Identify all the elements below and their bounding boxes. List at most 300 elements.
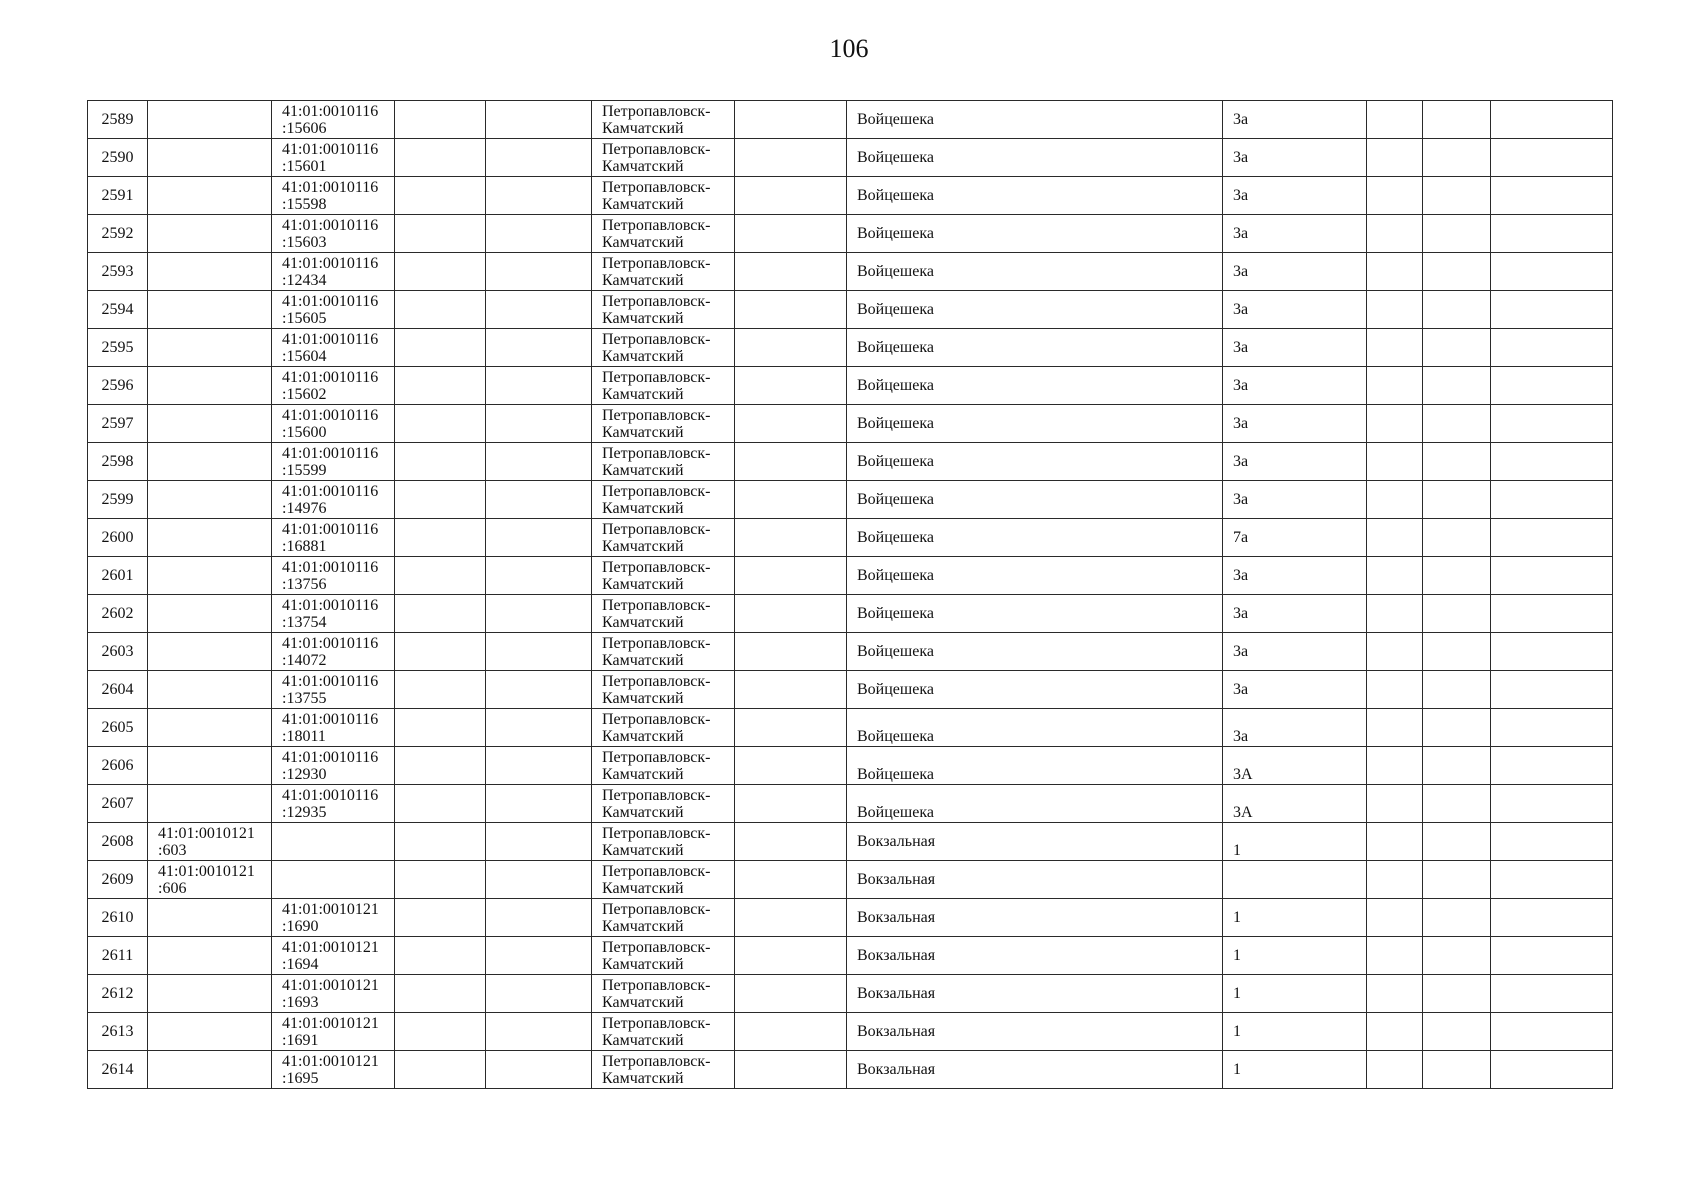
record-number-cell: 2595 <box>88 329 148 367</box>
empty-cell <box>1491 1051 1613 1089</box>
cadastral-number-cell <box>272 975 395 1013</box>
house-number-cell: 3а <box>1223 443 1367 481</box>
cadastral-number-cell <box>148 367 272 405</box>
settlement-cell <box>592 519 735 557</box>
cell-line: :603 <box>158 841 187 859</box>
street-cell: Вокзальная <box>847 975 1223 1013</box>
record-number-cell: 2613 <box>88 1013 148 1051</box>
empty-cell <box>486 785 592 823</box>
cadastral-number-cell <box>272 443 395 481</box>
street-cell: Войцешека <box>847 481 1223 519</box>
cell-line: Камчатский <box>602 271 684 289</box>
empty-cell <box>735 481 847 519</box>
empty-cell <box>735 899 847 937</box>
empty-cell <box>1491 215 1613 253</box>
empty-cell <box>1367 937 1423 975</box>
cell-line: Камчатский <box>602 1069 684 1087</box>
empty-cell <box>395 101 486 139</box>
cell-line: Камчатский <box>602 233 684 251</box>
table-row <box>88 595 1613 633</box>
empty-cell <box>735 177 847 215</box>
cell-line: Петропавловск- <box>602 102 711 120</box>
settlement-cell <box>592 899 735 937</box>
record-number-cell: 2594 <box>88 291 148 329</box>
street-cell: Войцешека <box>847 519 1223 557</box>
cell-line: :14976 <box>282 499 327 517</box>
cell-line: Камчатский <box>602 309 684 327</box>
empty-cell <box>1367 861 1423 899</box>
empty-cell <box>735 785 847 823</box>
cadastral-number-cell <box>148 823 272 861</box>
cadastral-number-cell <box>272 1051 395 1089</box>
cell-line: :16881 <box>282 537 327 555</box>
house-number-cell: 3а <box>1223 291 1367 329</box>
cell-line: Петропавловск- <box>602 444 711 462</box>
cell-line: Петропавловск- <box>602 824 711 842</box>
cadastral-number-cell <box>148 101 272 139</box>
empty-cell <box>486 823 592 861</box>
record-number-cell: 2590 <box>88 139 148 177</box>
empty-cell <box>1491 557 1613 595</box>
empty-cell <box>1423 519 1491 557</box>
empty-cell <box>1491 519 1613 557</box>
cell-line: Петропавловск- <box>602 748 711 766</box>
cell-line: :15598 <box>282 195 327 213</box>
street-cell: Войцешека <box>847 101 1223 139</box>
empty-cell <box>1491 633 1613 671</box>
settlement-cell <box>592 747 735 785</box>
cell-line: :15602 <box>282 385 327 403</box>
house-number-cell <box>1223 861 1367 899</box>
empty-cell <box>735 861 847 899</box>
empty-cell <box>486 519 592 557</box>
empty-cell <box>1423 291 1491 329</box>
cell-line: :1694 <box>282 955 319 973</box>
cell-line: Петропавловск- <box>602 596 711 614</box>
table-row <box>88 785 1613 823</box>
cell-line: 41:01:0010116 <box>282 178 379 196</box>
record-number-cell: 2611 <box>88 937 148 975</box>
empty-cell <box>1491 481 1613 519</box>
empty-cell <box>1491 291 1613 329</box>
cadastral-number-cell <box>272 861 395 899</box>
empty-cell <box>735 329 847 367</box>
empty-cell <box>735 937 847 975</box>
cadastral-number-cell <box>148 291 272 329</box>
table-row <box>88 633 1613 671</box>
cadastral-number-cell <box>272 747 395 785</box>
empty-cell <box>1367 329 1423 367</box>
cell-line: :15599 <box>282 461 327 479</box>
empty-cell <box>1423 1013 1491 1051</box>
empty-cell <box>486 291 592 329</box>
settlement-cell <box>592 405 735 443</box>
cadastral-number-cell <box>272 177 395 215</box>
house-number-cell: 3а <box>1223 557 1367 595</box>
table-row <box>88 253 1613 291</box>
cadastral-number-cell <box>272 519 395 557</box>
cadastral-number-cell <box>148 709 272 747</box>
empty-cell <box>1367 671 1423 709</box>
empty-cell <box>735 1013 847 1051</box>
table-row <box>88 215 1613 253</box>
house-number-cell: 3а <box>1223 709 1367 747</box>
empty-cell <box>1423 101 1491 139</box>
cadastral-number-cell <box>148 481 272 519</box>
empty-cell <box>1423 177 1491 215</box>
street-cell: Войцешека <box>847 177 1223 215</box>
empty-cell <box>486 253 592 291</box>
record-number-cell: 2609 <box>88 861 148 899</box>
empty-cell <box>1367 747 1423 785</box>
cell-line: Петропавловск- <box>602 862 711 880</box>
empty-cell <box>735 1051 847 1089</box>
empty-cell <box>395 937 486 975</box>
cadastral-number-cell <box>272 253 395 291</box>
empty-cell <box>1367 101 1423 139</box>
cell-line: 41:01:0010116 <box>282 140 379 158</box>
empty-cell <box>395 633 486 671</box>
empty-cell <box>735 975 847 1013</box>
cell-line: Камчатский <box>602 993 684 1011</box>
street-cell: Войцешека <box>847 139 1223 177</box>
empty-cell <box>486 671 592 709</box>
cell-line: Камчатский <box>602 955 684 973</box>
street-cell: Войцешека <box>847 367 1223 405</box>
empty-cell <box>1423 1051 1491 1089</box>
empty-cell <box>1423 937 1491 975</box>
cadastral-number-cell <box>272 215 395 253</box>
empty-cell <box>1423 595 1491 633</box>
settlement-cell <box>592 291 735 329</box>
empty-cell <box>735 443 847 481</box>
house-number-cell: 3А <box>1223 747 1367 785</box>
cell-line: 41:01:0010116 <box>282 330 379 348</box>
empty-cell <box>486 633 592 671</box>
table-row <box>88 139 1613 177</box>
street-cell: Вокзальная <box>847 861 1223 899</box>
street-cell: Войцешека <box>847 443 1223 481</box>
settlement-cell <box>592 1013 735 1051</box>
empty-cell <box>1423 405 1491 443</box>
settlement-cell <box>592 215 735 253</box>
table-row <box>88 899 1613 937</box>
table-row <box>88 291 1613 329</box>
empty-cell <box>1423 747 1491 785</box>
empty-cell <box>395 481 486 519</box>
cell-line: Камчатский <box>602 765 684 783</box>
empty-cell <box>1491 177 1613 215</box>
house-number-cell: 1 <box>1223 823 1367 861</box>
empty-cell <box>486 557 592 595</box>
cadastral-number-cell <box>148 1051 272 1089</box>
empty-cell <box>486 443 592 481</box>
record-number-cell: 2592 <box>88 215 148 253</box>
empty-cell <box>1491 937 1613 975</box>
cell-line: Камчатский <box>602 499 684 517</box>
cell-line: Камчатский <box>602 917 684 935</box>
cadastral-number-cell <box>148 899 272 937</box>
empty-cell <box>1367 1051 1423 1089</box>
cadastral-number-cell <box>148 177 272 215</box>
house-number-cell: 3а <box>1223 405 1367 443</box>
empty-cell <box>1367 481 1423 519</box>
empty-cell <box>486 861 592 899</box>
empty-cell <box>395 861 486 899</box>
empty-cell <box>1491 671 1613 709</box>
empty-cell <box>735 519 847 557</box>
cadastral-number-cell <box>272 405 395 443</box>
empty-cell <box>1491 139 1613 177</box>
settlement-cell <box>592 177 735 215</box>
cadastral-number-cell <box>272 671 395 709</box>
empty-cell <box>486 405 592 443</box>
empty-cell <box>1423 975 1491 1013</box>
house-number-cell: 3а <box>1223 215 1367 253</box>
cadastral-number-cell <box>272 367 395 405</box>
cell-line: :14072 <box>282 651 327 669</box>
street-cell: Войцешека <box>847 405 1223 443</box>
cell-line: 41:01:0010121 <box>158 824 255 842</box>
cell-line: Камчатский <box>602 347 684 365</box>
record-number-cell: 2605 <box>88 709 148 747</box>
empty-cell <box>1491 595 1613 633</box>
cell-line: Камчатский <box>602 803 684 821</box>
cadastral-number-cell <box>148 557 272 595</box>
cadastral-number-cell <box>272 937 395 975</box>
record-number-cell: 2598 <box>88 443 148 481</box>
empty-cell <box>1423 481 1491 519</box>
house-number-cell: 3а <box>1223 633 1367 671</box>
cell-line: Петропавловск- <box>602 786 711 804</box>
empty-cell <box>486 899 592 937</box>
record-number-cell: 2589 <box>88 101 148 139</box>
empty-cell <box>1367 177 1423 215</box>
empty-cell <box>735 405 847 443</box>
cadastral-number-cell <box>272 291 395 329</box>
empty-cell <box>395 747 486 785</box>
empty-cell <box>1423 709 1491 747</box>
cell-line: 41:01:0010116 <box>282 672 379 690</box>
house-number-cell: 3А <box>1223 785 1367 823</box>
settlement-cell <box>592 709 735 747</box>
empty-cell <box>1423 139 1491 177</box>
cell-line: 41:01:0010121 <box>282 938 379 956</box>
cell-line: :13756 <box>282 575 327 593</box>
empty-cell <box>1491 709 1613 747</box>
empty-cell <box>1367 975 1423 1013</box>
cell-line: Камчатский <box>602 879 684 897</box>
empty-cell <box>1423 329 1491 367</box>
settlement-cell <box>592 861 735 899</box>
empty-cell <box>735 671 847 709</box>
empty-cell <box>735 139 847 177</box>
table-row <box>88 861 1613 899</box>
record-number-cell: 2614 <box>88 1051 148 1089</box>
empty-cell <box>395 177 486 215</box>
empty-cell <box>1491 785 1613 823</box>
cell-line: 41:01:0010116 <box>282 292 379 310</box>
cell-line: Камчатский <box>602 423 684 441</box>
empty-cell <box>1423 861 1491 899</box>
table-row <box>88 367 1613 405</box>
cell-line: 41:01:0010116 <box>282 482 379 500</box>
house-number-cell: 3а <box>1223 481 1367 519</box>
empty-cell <box>1367 139 1423 177</box>
record-number-cell: 2608 <box>88 823 148 861</box>
empty-cell <box>1367 709 1423 747</box>
settlement-cell <box>592 557 735 595</box>
empty-cell <box>395 291 486 329</box>
street-cell: Войцешека <box>847 291 1223 329</box>
empty-cell <box>1367 405 1423 443</box>
empty-cell <box>735 291 847 329</box>
cell-line: :15601 <box>282 157 327 175</box>
street-cell: Вокзальная <box>847 1013 1223 1051</box>
cell-line: Камчатский <box>602 613 684 631</box>
settlement-cell <box>592 937 735 975</box>
empty-cell <box>735 747 847 785</box>
cell-line: :15605 <box>282 309 327 327</box>
record-number-cell: 2612 <box>88 975 148 1013</box>
cadastral-number-cell <box>272 1013 395 1051</box>
cell-line: Камчатский <box>602 461 684 479</box>
cell-line: Петропавловск- <box>602 482 711 500</box>
street-cell: Войцешека <box>847 747 1223 785</box>
table-row <box>88 747 1613 785</box>
cell-line: 41:01:0010116 <box>282 102 379 120</box>
cadastral-number-cell <box>272 823 395 861</box>
cadastral-number-cell <box>148 747 272 785</box>
empty-cell <box>395 139 486 177</box>
empty-cell <box>395 367 486 405</box>
cadastral-number-cell <box>272 139 395 177</box>
cadastral-number-cell <box>148 253 272 291</box>
record-number-cell: 2607 <box>88 785 148 823</box>
record-number-cell: 2600 <box>88 519 148 557</box>
empty-cell <box>735 557 847 595</box>
cell-line: 41:01:0010116 <box>282 254 379 272</box>
empty-cell <box>395 215 486 253</box>
cell-line: Камчатский <box>602 727 684 745</box>
cell-line: :15603 <box>282 233 327 251</box>
cell-line: 41:01:0010116 <box>282 558 379 576</box>
table-row <box>88 1051 1613 1089</box>
empty-cell <box>395 253 486 291</box>
record-number-cell: 2606 <box>88 747 148 785</box>
cell-line: 41:01:0010116 <box>282 748 379 766</box>
house-number-cell: 1 <box>1223 1013 1367 1051</box>
record-number-cell: 2603 <box>88 633 148 671</box>
cell-line: :13754 <box>282 613 327 631</box>
empty-cell <box>1491 329 1613 367</box>
cadastral-number-cell <box>148 975 272 1013</box>
cell-line: Камчатский <box>602 575 684 593</box>
house-number-cell: 3а <box>1223 139 1367 177</box>
empty-cell <box>486 139 592 177</box>
house-number-cell: 3а <box>1223 671 1367 709</box>
cadastral-number-cell <box>272 595 395 633</box>
street-cell: Войцешека <box>847 557 1223 595</box>
cell-line: Камчатский <box>602 537 684 555</box>
cell-line: :1691 <box>282 1031 319 1049</box>
street-cell: Войцешека <box>847 633 1223 671</box>
empty-cell <box>486 709 592 747</box>
cell-line: Петропавловск- <box>602 710 711 728</box>
cell-line: Камчатский <box>602 119 684 137</box>
page-number: 106 <box>829 34 869 63</box>
empty-cell <box>1423 671 1491 709</box>
cell-line: 41:01:0010116 <box>282 406 379 424</box>
street-cell: Вокзальная <box>847 937 1223 975</box>
cell-line: Петропавловск- <box>602 254 711 272</box>
empty-cell <box>1491 1013 1613 1051</box>
settlement-cell <box>592 633 735 671</box>
empty-cell <box>1491 747 1613 785</box>
empty-cell <box>1491 443 1613 481</box>
settlement-cell <box>592 975 735 1013</box>
house-number-cell: 3а <box>1223 595 1367 633</box>
cell-line: Петропавловск- <box>602 1052 711 1070</box>
cell-line: 41:01:0010121 <box>282 1014 379 1032</box>
cadastral-number-cell <box>148 937 272 975</box>
cadastral-number-cell <box>148 595 272 633</box>
settlement-cell <box>592 823 735 861</box>
empty-cell <box>395 709 486 747</box>
cell-line: 41:01:0010116 <box>282 786 379 804</box>
empty-cell <box>1367 215 1423 253</box>
empty-cell <box>1491 823 1613 861</box>
house-number-cell: 3а <box>1223 177 1367 215</box>
empty-cell <box>1423 785 1491 823</box>
table-row <box>88 937 1613 975</box>
empty-cell <box>395 1013 486 1051</box>
empty-cell <box>735 101 847 139</box>
house-number-cell: 1 <box>1223 975 1367 1013</box>
cell-line: Петропавловск- <box>602 216 711 234</box>
cell-line: Петропавловск- <box>602 330 711 348</box>
empty-cell <box>735 595 847 633</box>
street-cell: Вокзальная <box>847 1051 1223 1089</box>
cell-line: :12434 <box>282 271 327 289</box>
empty-cell <box>1367 785 1423 823</box>
table-row <box>88 405 1613 443</box>
table-row <box>88 709 1613 747</box>
empty-cell <box>395 405 486 443</box>
settlement-cell <box>592 443 735 481</box>
record-number-cell: 2599 <box>88 481 148 519</box>
cell-line: :15606 <box>282 119 327 137</box>
empty-cell <box>1491 101 1613 139</box>
table-row <box>88 481 1613 519</box>
empty-cell <box>735 709 847 747</box>
empty-cell <box>1367 557 1423 595</box>
street-cell: Вокзальная <box>847 823 1223 861</box>
cell-line: Петропавловск- <box>602 558 711 576</box>
cell-line: Камчатский <box>602 157 684 175</box>
empty-cell <box>395 557 486 595</box>
register-table <box>87 100 1613 1089</box>
cell-line: :1695 <box>282 1069 319 1087</box>
cell-line: :606 <box>158 879 187 897</box>
empty-cell <box>395 785 486 823</box>
cell-line: 41:01:0010121 <box>282 900 379 918</box>
house-number-cell: 3а <box>1223 101 1367 139</box>
empty-cell <box>1367 519 1423 557</box>
house-number-cell: 3а <box>1223 253 1367 291</box>
cadastral-number-cell <box>148 861 272 899</box>
empty-cell <box>1423 215 1491 253</box>
